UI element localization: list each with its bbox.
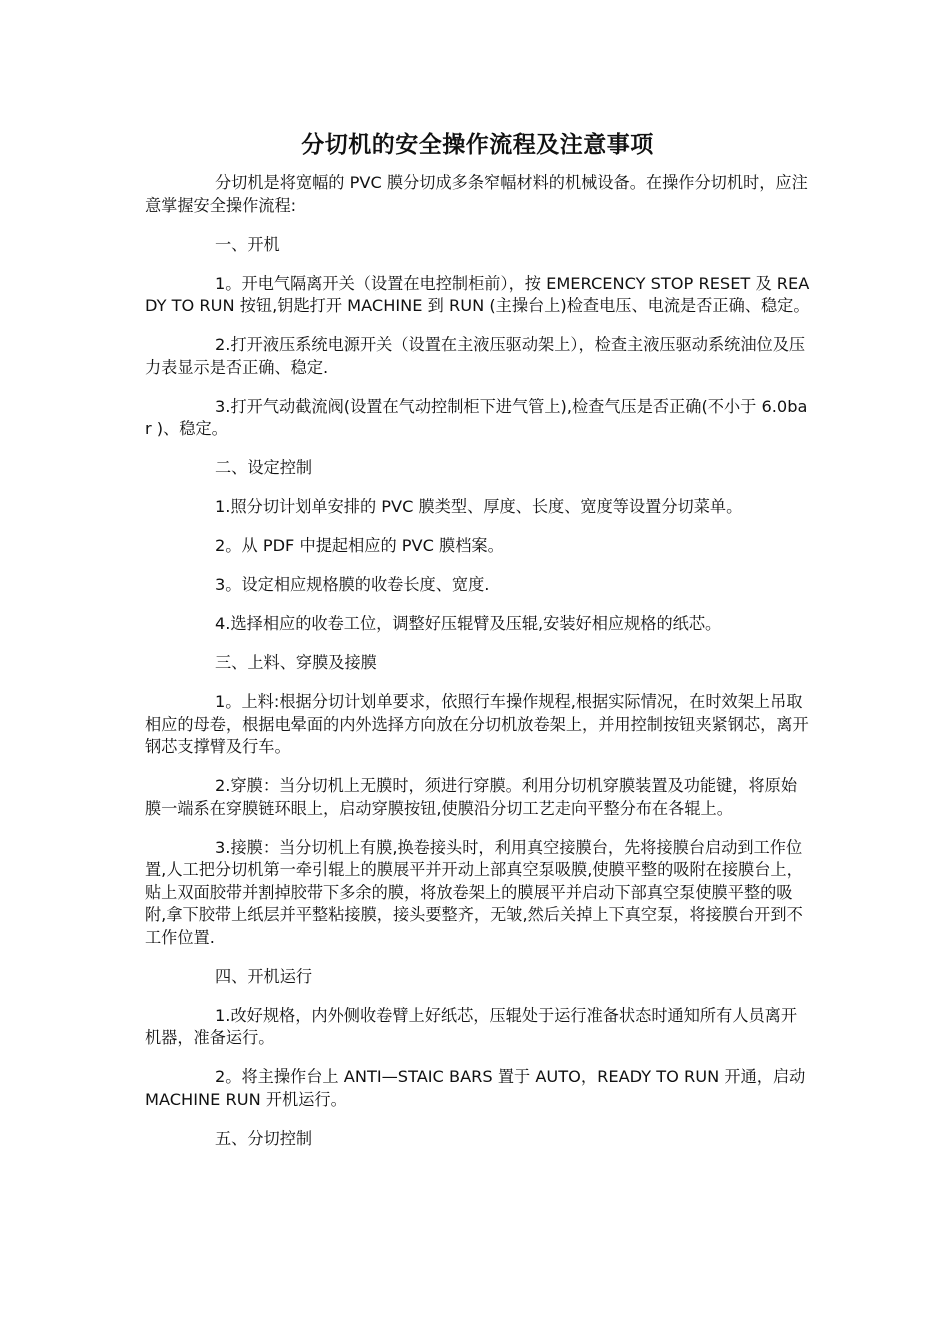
settings-step-1: 1.照分切计划单安排的 PVC 膜类型、厚度、长度、宽度等设置分切菜单。: [215, 497, 743, 516]
settings-step-3: 3。设定相应规格膜的收卷长度、宽度.: [215, 575, 490, 594]
section-heading-loading: 三、上料、穿膜及接膜: [215, 653, 377, 672]
document-page: [145, 128, 810, 1167]
settings-step-2: 2。从 PDF 中提起相应的 PVC 膜档案。: [215, 536, 504, 555]
loading-step-1: 1。上料:根据分切计划单要求，依照行车操作规程,根据实际情况，在时效架上吊取相应的母卷，根据电晕面的内外选择方向放在分切机放卷架上，并用控制按钮夹紧钢芯，离开钢芯支撑臂及行车。: [145, 692, 809, 756]
loading-step-2: 2.穿膜：当分切机上无膜时，须进行穿膜。利用分切机穿膜装置及功能键，将原始膜一端系在穿膜链环眼上，启动穿膜按钮,使膜沿分切工艺走向平整分布在各辊上。: [145, 776, 798, 818]
settings-step-4: 4.选择相应的收卷工位，调整好压辊臂及压辊,安装好相应规格的纸芯。: [215, 614, 722, 633]
section-heading-startup: 一、开机: [215, 234, 280, 254]
section-heading-settings: 二、设定控制: [215, 458, 313, 477]
loading-step-3: 3.接膜：当分切机上有膜,换卷接头时，利用真空接膜台，先将接膜台启动到工作位置,人工把分切机第一牵引辊上的膜展平并开动上部真空泵吸膜,使膜平整的吸附在接膜台上，贴上双面胶带并割掉胶带下多余的膜，将放卷架上的膜展平并启动下部真空泵使膜平整的吸附,拿下胶带上纸层并平整粘接膜，接头要整齐，无皱,然后关掉上下真空泵，将接膜台开到不工作位置.: [145, 837, 803, 947]
startup-step-3: 3.打开气动截流阀(设置在气动控制柜下进气管上),检查气压是否正确(不小于 6.0bar )、稳定。: [145, 396, 808, 438]
running-step-1: 1.改好规格，内外侧收卷臂上好纸芯，压辊处于运行准备状态时通知所有人员离开机器，准备运行。: [145, 1005, 798, 1047]
running-step-2: 2。将主操作台上 ANTI—STAIC BARS 置于 AUTO，READY TO RUN 开通，启动 MACHINE RUN 开机运行。: [145, 1067, 806, 1109]
startup-step-2: 2.打开液压系统电源开关（设置在主液压驱动架上），检查主液压驱动系统油位及压力表显示是否正确、稳定.: [145, 335, 806, 377]
section-heading-slitting: 五、分切控制: [215, 1128, 313, 1148]
startup-step-1: 1。开电气隔离开关（设置在电控制柜前），按 EMERCENCY STOP RESET 及 READY TO RUN 按钮,钥匙打开 MACHINE 到 RUN (主操台上)检查电压、电流是否正确、稳定。: [145, 273, 810, 315]
section-heading-running: 四、开机运行: [215, 966, 313, 986]
document-title: 分切机的安全操作流程及注意事项: [301, 132, 654, 158]
intro-paragraph: 分切机是将宽幅的 PVC 膜分切成多条窄幅材料的机械设备。在操作分切机时，应注意掌握安全操作流程:: [145, 173, 808, 215]
